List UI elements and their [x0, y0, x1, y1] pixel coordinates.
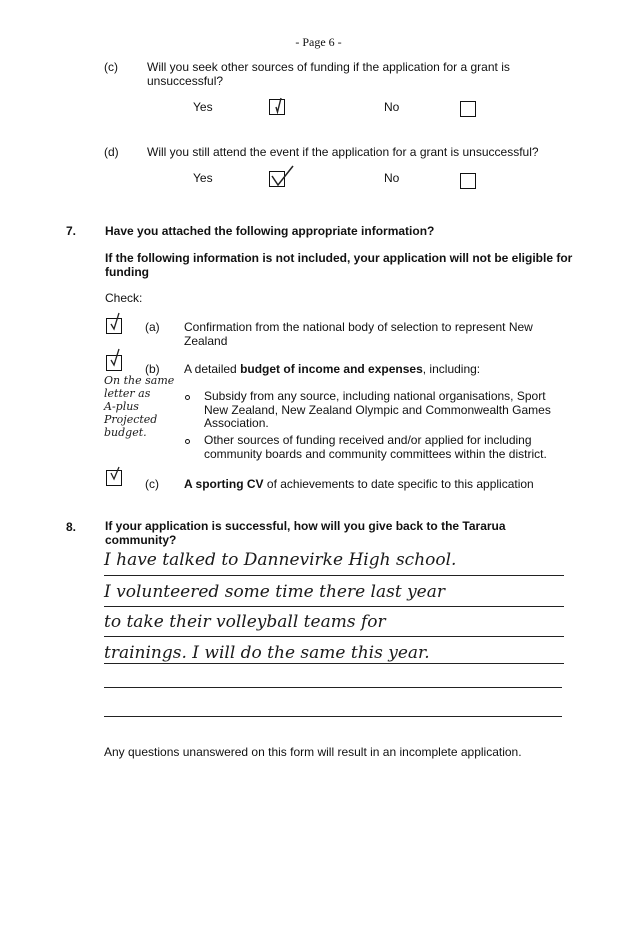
section-d-yes-label: Yes	[193, 171, 213, 185]
section-c-no-checkbox[interactable]	[460, 101, 476, 117]
section-d-yes-checkbox[interactable]	[269, 171, 285, 187]
q8-number: 8.	[66, 520, 77, 534]
item-a-checkbox[interactable]	[106, 318, 122, 334]
q7-question: Have you attached the following appropriate information?	[105, 224, 435, 238]
footer-note: Any questions unanswered on this form will result in an incomplete application.	[104, 745, 522, 759]
answer-rule-blank	[104, 716, 562, 717]
note-line: On the same	[104, 374, 175, 387]
note-line: Projected	[104, 413, 158, 426]
note-line: A-plus	[104, 400, 139, 413]
answer-rule	[104, 663, 564, 664]
bullet-icon	[185, 439, 190, 444]
item-a-label: (a)	[145, 320, 160, 334]
section-d-label: (d)	[104, 145, 119, 159]
check-mark-icon	[107, 347, 125, 371]
item-c-text-suffix: of achievements to date specific to this application	[263, 477, 534, 491]
item-b-text	[184, 362, 480, 376]
answer-rule	[104, 636, 564, 637]
item-c-checkbox[interactable]	[106, 470, 122, 486]
answer-line-4: trainings. I will do the same this year.	[104, 643, 430, 663]
item-c-text	[184, 477, 534, 491]
q8-question: If your application is successful, how will you give back to the Tararua community?	[105, 519, 506, 547]
check-label: Check:	[105, 291, 143, 305]
handwritten-side-note	[104, 374, 174, 439]
check-mark-icon	[269, 164, 295, 188]
bullet-icon	[185, 395, 190, 400]
q7-number: 7.	[66, 224, 77, 238]
page-number: - Page 6 -	[295, 35, 342, 49]
item-b-label: (b)	[145, 362, 160, 376]
item-a-text: Confirmation from the national body of selection to represent New Zealand	[184, 320, 533, 348]
answer-line-1: I have talked to Dannevirke High school.	[104, 550, 457, 570]
q7-warning: If the following information is not included, your application will not be eligible for funding	[105, 251, 573, 279]
item-b-text-bold: budget of income and expenses	[240, 362, 423, 376]
item-b-text-prefix: A detailed	[184, 362, 237, 376]
check-mark-icon	[269, 95, 289, 117]
section-d-question: Will you still attend the event if the application for a grant is unsuccessful?	[147, 145, 539, 159]
section-c-yes-label: Yes	[193, 100, 213, 114]
note-line: letter as	[104, 387, 151, 400]
note-line: budget.	[104, 426, 147, 439]
answer-rule	[104, 606, 564, 607]
section-d-no-checkbox[interactable]	[460, 173, 476, 189]
item-b-bullet-1: Subsidy from any source, including national organisations, Sport New Zealand, New Zealand Olympic and Commonwealth Games Association.	[204, 389, 551, 430]
section-c-no-label: No	[384, 100, 400, 114]
answer-rule-blank	[104, 687, 562, 688]
item-c-text-bold: A sporting CV	[184, 477, 264, 491]
answer-rule	[104, 575, 564, 576]
section-c-question: Will you seek other sources of funding if the application for a grant is unsuccessful?	[147, 60, 510, 88]
item-b-bullet-2: Other sources of funding received and/or applied for including community boards and community committees within the district.	[204, 433, 547, 461]
section-c-yes-checkbox[interactable]	[269, 99, 285, 115]
item-b-checkbox[interactable]	[106, 355, 122, 371]
answer-line-3: to take their volleyball teams for	[104, 612, 386, 632]
section-d-no-label: No	[384, 171, 400, 185]
section-c-label: (c)	[104, 60, 118, 74]
item-b-text-suffix: , including:	[422, 362, 481, 376]
item-c-label: (c)	[145, 477, 159, 491]
answer-line-2: I volunteered some time there last year	[104, 582, 446, 602]
check-mark-icon	[107, 464, 125, 488]
check-mark-icon	[107, 310, 125, 334]
